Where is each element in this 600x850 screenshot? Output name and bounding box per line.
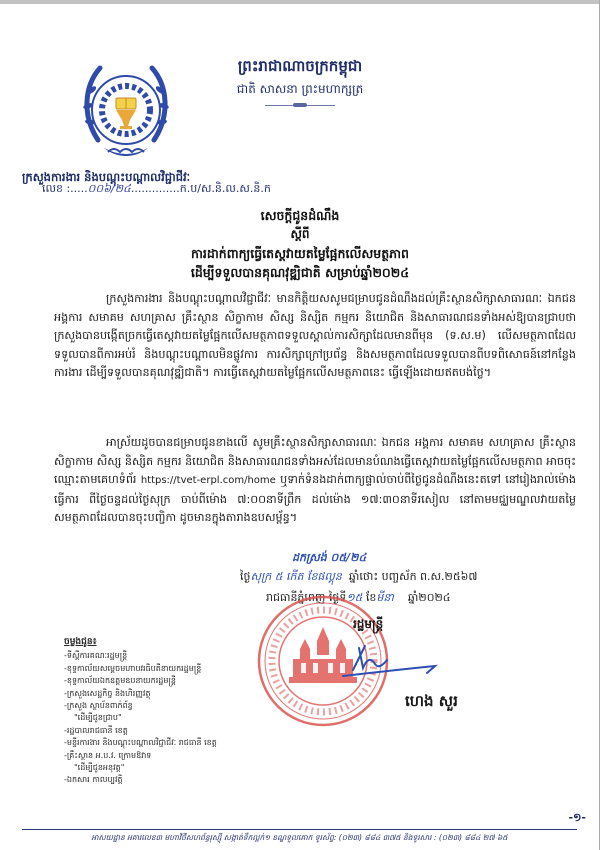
title-line-2: ស្តីពី: [290, 227, 310, 241]
cc-item: "ដើម្បីជូនអនុវត្ត": [74, 763, 125, 773]
cc-item: "ដើម្បីជូនជ្រាប": [74, 713, 122, 723]
reference-number: [42, 182, 271, 198]
title-line-1: សេចក្តីជូនដំណឹង: [260, 208, 340, 223]
cc-title: ចម្លងជូន៖: [64, 637, 97, 647]
ministry-emblem-icon: [78, 60, 174, 168]
ornament-divider: [265, 105, 335, 106]
kingdom-header: [210, 56, 390, 106]
footer-address: អាសយដ្ឋាន អគារលេខ៣ មហាវិថីសហព័ន្ធរុស្ស៊ី សង្កាត់ទឹកល្អក់១ ខណ្ឌទួលគោក ទូរស័ព្ទ: (០២៣) ៨៨៤ ៣៧៥ និងទូរសារ : (០២៣) ៨៨៤ ២៧ ៦៥: [91, 833, 508, 842]
cc-list: [64, 636, 217, 787]
cc-item: -ខុទ្ទកាល័យសម្តេចមហាបវរធិបតីនាយករដ្ឋមន្ត្រី: [64, 663, 202, 673]
cc-item: -រដ្ឋបាលរាជធានី ខេត្ត: [64, 725, 128, 735]
signature-icon: [335, 640, 455, 680]
cc-item: -គ្រឹះស្ថាន អ.ប.វ. ក្រោមឱវាទ: [64, 750, 152, 760]
cc-item: -មន្ទីរការងារ និងបណ្តុះបណ្តាលវិជ្ជាជីវៈ រាជធានី ខេត្ត: [64, 738, 217, 748]
page-number: -១-: [568, 811, 586, 824]
lunar-prefix: ថ្ងៃ: [240, 570, 251, 583]
paragraph-2b-text: ឬទាក់ទំនងដាក់ពាក្យផ្ទាល់ចាប់ពីថ្ងៃជូនដំណឹងនេះតទៅ នៅរៀងរាល់ម៉ោងធ្វើការ ពីថ្ងៃចន្ទដល់ថ្ងៃសុក្រ ចាប់ពីម៉ោង ៧:០០នាទីព្រឹក ដល់ម៉ោង ១៧:៣០នាទីរសៀល នៅតាមមជ្ឈមណ្ឌលវាយតម្លៃសមត្ថភាពដែលបានចុះបញ្ជិកា ដូចមានក្នុងតារាងឧបសម្ព័ន្ធ។: [54, 473, 576, 524]
solar-prefix: រាជធានីភ្នំពេញ ថ្ងៃទី: [266, 591, 347, 604]
lunar-date: [240, 570, 477, 586]
lunar-suffix: ឆ្នាំថោះ បញ្ចស័ក ព.ស.២៥៦៧: [348, 570, 478, 583]
ministry-name: ក្រសួងការងារ និងបណ្តុះបណ្តាលវិជ្ជាជីវៈ: [22, 170, 191, 184]
signer-name: ហេង សួរ: [405, 692, 458, 710]
body-paragraph-1: [54, 290, 576, 383]
solar-month-label: ខែ: [365, 591, 377, 604]
registration-url-link[interactable]: https://tvet-erpl.com/home: [140, 475, 276, 486]
cc-item: -ឯកសារ កាលប្បវត្តិ: [64, 775, 123, 785]
kingdom-title: ព្រះរាជាណាចក្រកម្ពុជា: [237, 57, 363, 75]
paragraph-2a-text: អាស្រ័យដូចបានជម្រាបជូនខាងលើ សូមគ្រឹះស្ថានសិក្សាសាធារណៈ ឯកជន អង្គការ សមាគម សហគ្រាស គ្រឹះស្ថាន សិក្ខាកាម សិស្ស និស្សិត កម្មករ និយោជិត និងសាធារណជនទាំងអស់ដែលមានបំណងធ្វើតេស្តវាយតម្លៃផ្អែកលើសមត្ថភាព អាចចុះឈ្មោះតាមគេហទំព័រ: [54, 436, 576, 486]
handwritten-annotation: ដកស្រង់ ០៥/២៤: [292, 551, 367, 564]
solar-year: ឆ្នាំ២០២៤: [407, 591, 451, 604]
ref-suffix: ..............ក.ប/ស.និ.ល.ស.និ.ក: [130, 182, 271, 195]
ref-label: លេខ :.....: [42, 182, 88, 195]
ref-number-handwritten: ០០៦/២៤: [87, 182, 131, 195]
solar-month-handwritten: មីនា: [376, 591, 394, 604]
signer-role: រដ្ឋមន្ត្រី: [353, 617, 384, 631]
notice-title: [100, 206, 500, 282]
footer-divider: [22, 829, 577, 830]
body-paragraph-2: [54, 434, 576, 528]
viewer-top-strip: [0, 0, 600, 4]
cc-item: -ក្រសួង ស្ថាប័នពាក់ព័ន្ធ: [64, 701, 133, 711]
lunar-date-handwritten: សុក្រ ៥ កើត ខែផល្គុន: [250, 570, 342, 583]
cc-item: -ខុទ្ទកាល័យឯកឧត្តមឧបនាយករដ្ឋមន្ត្រី: [64, 676, 176, 686]
cc-item: -ក្រសួងសេដ្ឋកិច្ច និងហិរញ្ញវត្ថុ: [64, 688, 151, 698]
paragraph-1-text: ក្រសួងការងារ និងបណ្តុះបណ្តាលវិជ្ជាជីវៈ មានកិត្តិយសសូមជម្រាបជូនដំណឹងដល់គ្រឹះស្ថានសិក្សាសាធារណៈ ឯកជន អង្គការ សមាគម សហគ្រាស គ្រឹះស្ថាន សិក្ខាកាម សិស្ស និស្សិត កម្មករ និយោជិត និងសាធារណជនទាំងអស់ឱ្យបានជ្រាបថា ក្រសួងបានបង្កើតច្រកធ្វើតេស្តវាយតម្លៃផ្អែកលើសមត្ថភាពទទួលស្គាល់ការសិក្សាដែលមានពីមុន (ទ.ស.ម) លើសមត្ថភាពដែលទទួលបានពីការអប់រំ និងបណ្តុះបណ្តាលមិនផ្លូវការ ការសិក្សាក្រៅប្រព័ន្ធ និងសមត្ថភាពដែលទទួលបានពីបទពិសោធន៍នៅកន្លែងការងារ ដើម្បីទទួលបានគុណវុឌ្ឍិជាតិ។ ការធ្វើតេស្តវាយតម្លៃផ្អែកលើសមត្ថភាពនេះ ធ្វើឡើងដោយឥតបង់ថ្លៃ។: [54, 292, 576, 379]
cc-item: -ទីស្តីការគណៈរដ្ឋមន្ត្រី: [64, 651, 128, 661]
title-line-3: ការដាក់ពាក្យធ្វើតេស្តវាយតម្លៃផ្អែកលើសមត្ថភាព: [191, 246, 409, 261]
national-motto: ជាតិ សាសនា ព្រះមហាក្សត្រ: [236, 82, 364, 96]
solar-day-handwritten: ១៥: [346, 591, 363, 604]
title-line-4: ដើម្បីទទួលបានគុណវុឌ្ឍិជាតិ សម្រាប់ឆ្នាំ២០២៤: [190, 265, 410, 280]
